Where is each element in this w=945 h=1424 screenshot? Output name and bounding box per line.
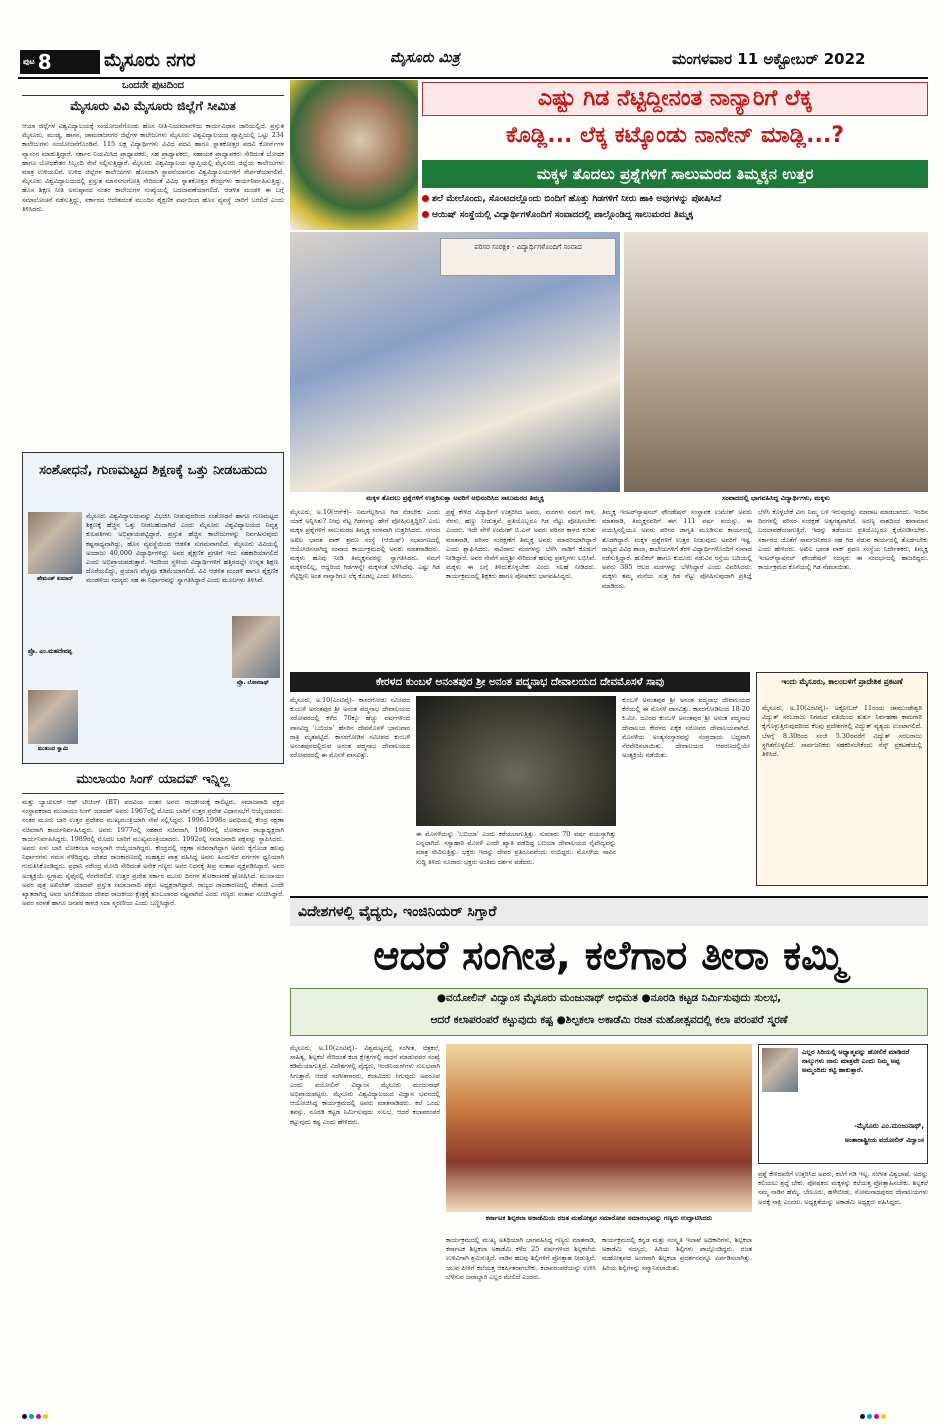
quote-author: -ಮೈಸೂರು ಎಂ.ಮಂಜುನಾಥ್, (854, 1122, 924, 1130)
registration-dots-left (22, 1404, 50, 1423)
lead-bullet-2 (422, 210, 928, 220)
quote-author-photo (762, 1048, 798, 1092)
registration-dots-right (860, 1404, 888, 1423)
event-banner: ಪರಿಸರ ಸಂರಕ್ಷಕಿ - ವಿದ್ಯಾರ್ಥಿಗಳೊಂದಿಗೆ ಸಂವಾದ (440, 238, 616, 276)
music-event-photo (446, 1044, 752, 1212)
thimmakka-portrait (290, 80, 418, 230)
lead-body-col4: ಬೆಳೆಸಿ ಕೊಳ್ಳಬೇಕೆ ವಿನಃ ನಿಮ್ಮ ಬಳಿ ಇರುವುದನ್ನು ಮಾರಾಟ ಮಾಡಬಾರದು. ಇಂದಿನ ದಿನಗಳಲ್ಲಿ ಪರಿಸರ ಸಂರಕ್ಷಣೆ ಅತ್ಯಗತ್ಯವಾಗಿದೆ. ಅರಣ್ಯ ನಾಶದಿಂದ ಹವಾಮಾನ ಬದಲಾವಣೆಯಾಗುತ್ತಿದೆ. ಇದನ್ನು ತಡೆಯಲು ಪ್ರತಿಯೊಬ್ಬರೂ ಕೈಜೋಡಿಸಬೇಕು. ಸರ್ಕಾರದ ಜೊತೆಗೆ ಸಾರ್ವಜನಿಕರೂ ಸಹ ಗಿಡ ನೆಡುವ ಕಾರ್ಯದಲ್ಲಿ ತೊಡಗಬೇಕು ಎಂದು ಹೇಳಿದರು. ಅಖಿಲ ಭಾರತ ವಾಕ್ ಶ್ರವಣ ಸಂಸ್ಥೆಯ ನಿರ್ದೇಶಕರು, ತಿಮ್ಮಕ್ಕ ಇಂಟರ್‌ನ್ಯಾಷನಲ್ ಫೌಂಡೇಷನ್ ಸದಸ್ಯರು ಈ ಸಂದರ್ಭದಲ್ಲಿ ಹಾಜರಿದ್ದರು. ಕಾರ್ಯಕ್ರಮದ ಕೊನೆಯಲ್ಲಿ ಗಿಡ ನೆಡಲಾಯಿತು. (758, 508, 928, 572)
issue-date: ಮಂಗಳವಾರ 11 ಅಕ್ಟೋಬರ್ 2022 (672, 50, 866, 68)
music-bullets-line1: ●ವಯೋಲಿನ್ ವಿದ್ವಾಂಸ ಮೈಸೂರು ಮಂಜುನಾಥ್ ಅಭಿಮತ ●ನೂರಡಿ ಕಟ್ಟಡ ನಿರ್ಮಿಸುವುದು ಸುಲಭ, (436, 992, 782, 1004)
person1-photo (28, 512, 82, 574)
music-headline: ಆದರೆ ಸಂಗೀತ, ಕಲೆಗಾರ ತೀರಾ ಕಮ್ಮಿ (373, 933, 845, 979)
research-headline: ಸಂಶೋಧನೆ, ಗುಣಮಟ್ಟದ ಶಿಕ್ಷಣಕ್ಕೆ ಒತ್ತು ನೀಡಬಹುದು (39, 463, 267, 478)
lead-body-col2: ಪ್ರಶ್ನೆ ಕೇಳಿದ ವಿದ್ಯಾರ್ಥಿಗೆ ಉತ್ತರಿಸಿದ ಅವರು, ಮರಗಳು ನಮಗೆ ಗಾಳಿ, ನೆರಳು, ಹಣ್ಣು ನೀಡುತ್ತವೆ. ಪ್ರತಿಯೊಬ್ಬರೂ ಗಿಡ ನೆಟ್ಟು ಪೋಷಿಸಬೇಕು ಎಂದರು. ಇದೇ ವೇಳೆ ಉಮೇಶ್ ಬಿ.ಎನ್ ಅವರು ಪರಿಸರ ಕಾಳಜಿ ಕುರಿತು ಮಾತನಾಡಿ, ಪರಿಸರ ಸಂರಕ್ಷಣೆಗೆ ತಿಮ್ಮಕ್ಕ ಅವರು ಮಾದರಿಯಾಗಿದ್ದಾರೆ ಎಂದು ಶ್ಲಾಘಿಸಿದರು. ಸಾವಿರಾರು ಮರಗಳನ್ನು ಬೆಳೆಸಿ ನಾಡಿಗೆ ಕೊಡುಗೆ ನೀಡಿದ್ದಾರೆ. ಅವರ ಸೇವೆಗೆ ಪದ್ಮಶ್ರೀ ಸೇರಿದಂತೆ ಹಲವು ಪ್ರಶಸ್ತಿಗಳು ಲಭಿಸಿವೆ. ಮಕ್ಕಳು ಈ ಬಗ್ಗೆ ತಿಳಿದುಕೊಳ್ಳಬೇಕು ಎಂದು ಸಲಹೆ ನೀಡಿದರು. ಕಾರ್ಯಕ್ರಮದಲ್ಲಿ ಶಿಕ್ಷಕರು ಹಾಗೂ ಪೋಷಕರು ಭಾಗವಹಿಸಿದ್ದರು. (446, 508, 596, 581)
person4-photo (28, 690, 78, 744)
kerala-body-left: ಮೈಸೂರು, ಅ.10(ಎಂಟಿವೈ)– ಕಾಸರಗೋಡು ಸಮೀಪದ ಕುಂಬಳೆ ಅನಂತಪುರ ಶ್ರೀ ಅನಂತ ಪದ್ಮನಾಭ ದೇವಾಲಯದ ಸರೋವರದಲ್ಲಿ ಕಳೆದ 70ಕ್ಕೂ ಹೆಚ್ಚು ವರ್ಷಗಳಿಂದ ವಾಸವಿದ್ದ 'ಬಬಿಯಾ' ಹೆಸರಿನ ದೇವಮೊಸಳೆ ಭಾನುವಾರ ರಾತ್ರಿ ಮೃತಪಟ್ಟಿದೆ. ಕಾಸರಗೋಡಿನ ಸಮೀಪದ ಕುಂಬಳೆ ಅನಂತಪುರದಲ್ಲಿರುವ ಅನಂತ ಪದ್ಮನಾಭ ದೇವಾಲಯದ ಸರೋವರದಲ್ಲಿ ಈ ಮೊಸಳೆ ವಾಸವಿತ್ತು. (290, 696, 410, 760)
person2-caption: ಪ್ರೊ. ಲೋಕನಾಥ್ (236, 680, 270, 686)
lead-bullet-2-text: ಆಯಿಷ್ ಸಂಸ್ಥೆಯಲ್ಲಿ ವಿದ್ಯಾರ್ಥಿಗಳೊಂದಿಗೆ ಸಂವಾದದಲ್ಲಿ ಪಾಲ್ಗೊಂಡಿದ್ದ ಸಾಲುಮರದ ತಿಮ್ಮಕ್ಕ (432, 210, 694, 220)
page-number-badge (20, 50, 100, 74)
music-body-mid: ಕಾರ್ಯಕ್ರಮದಲ್ಲಿ ಮುಖ್ಯ ಅತಿಥಿಯಾಗಿ ಭಾಗವಹಿಸಿದ್ದ ಗಣ್ಯರು ಮಾತನಾಡಿ, ಕರ್ನಾಟಕ ಶಿಲ್ಪಕಲಾ ಅಕಾಡೆಮಿ ಕಳೆದ 25 ವರ್ಷಗಳಿಂದ ಶಿಲ್ಪಕಲೆಯ ಉಳಿವಿಗಾಗಿ ಶ್ರಮಿಸುತ್ತಿದೆ. ನಾಡಿನ ಹಲವು ಶಿಲ್ಪಿಗಳಿಗೆ ಪ್ರೋತ್ಸಾಹ ನೀಡುತ್ತಿದೆ. ಯುವ ಪೀಳಿಗೆ ಕಲೆಯತ್ತ ಆಕರ್ಷಿತರಾಗಬೇಕು. ಕಲಾಪರಂಪರೆಯನ್ನು ಉಳಿಸಿ ಬೆಳೆಸುವ ಜವಾಬ್ದಾರಿ ಎಲ್ಲರ ಮೇಲಿದೆ ಎಂದರು. (446, 1236, 596, 1281)
crocodile-photo (416, 696, 616, 826)
page-label: ಪುಟ (23, 57, 35, 66)
music-body-far-right: ಪ್ರಶ್ನೆ ಕೇಳಿದವರಿಗೆ ಉತ್ತರಿಸಿದ ಅವರು, ಕಲೆಗೆ ಗಡಿ ಇಲ್ಲ. ಸಂಗೀತ ವಿಶ್ವಭಾಷೆ. ಅದನ್ನು ಕಲಿಯಲು ಶ್ರದ್ಧೆ ಬೇಕು. ಪೋಷಕರು ಮಕ್ಕಳನ್ನು ಕಲೆಯತ್ತ ಪ್ರೋತ್ಸಾಹಿಸಬೇಕು. ಶಿಲ್ಪಕಲೆ ನಮ್ಮ ನಾಡಿನ ಹೆಮ್ಮೆ. ಬೇಲೂರು, ಹಳೇಬೀಡು, ಸೋಮನಾಥಪುರದ ದೇವಾಲಯಗಳು ಅದಕ್ಕೆ ಸಾಕ್ಷಿ ಎಂದರು. ಅಧ್ಯಕ್ಷತೆಯನ್ನು ಅಕಾಡೆಮಿ ಅಧ್ಯಕ್ಷರು ವಹಿಸಿದ್ದರು. (758, 1170, 928, 1206)
lead-headline-2: ಕೊಡ್ಲಿ... ಲೆಕ್ಕ ಕಟ್ಕೊಂಡು ನಾನೇನ್ ಮಾಡ್ಲಿ...? (505, 123, 844, 148)
lead-photo-audience (624, 232, 928, 492)
lead-body-col3: ತಿಮ್ಮಕ್ಕ ಇಂಟರ್‌ನ್ಯಾಷನಲ್ ಫೌಂಡೇಷನ್ ಸಂಸ್ಥಾಪಕ ಉಮೇಶ್ ಅವರು ಮಾತನಾಡಿ, ತಿಮ್ಮಕ್ಕನವರಿಗೆ ಈಗ 111 ವರ್ಷ ವಯಸ್ಸು. ಈ ವಯಸ್ಸಿನಲ್ಲಿಯೂ ಅವರು ಪರಿಸರ ಜಾಗೃತಿ ಮೂಡಿಸುವ ಕಾರ್ಯದಲ್ಲಿ ತೊಡಗಿದ್ದಾರೆ. ಮಕ್ಕಳ ಪ್ರಶ್ನೆಗಳಿಗೆ ಉತ್ತರ ನೀಡುವುದು ಅವರಿಗೆ ಇಷ್ಟ. ರಾಜ್ಯದ ವಿವಿಧ ಶಾಲಾ, ಕಾಲೇಜುಗಳಿಗೆ ತೆರಳಿ ವಿದ್ಯಾರ್ಥಿಗಳೊಂದಿಗೆ ಸಂವಾದ ನಡೆಸುತ್ತಿದ್ದಾರೆ. ಹುಲಿಕಲ್ ಹಾಗೂ ಕುದೂರು ನಡುವಿನ ರಸ್ತೆಯ ಬದಿಯಲ್ಲಿ ಅವರು 385 ಆಲದ ಮರಗಳನ್ನು ಬೆಳೆಸಿದ್ದಾರೆ ಎಂದು ವಿವರಿಸಿದರು. ಮಕ್ಕಳು ತಮ್ಮ ಮನೆಯ ಸುತ್ತ ಗಿಡ ನೆಟ್ಟು ಪೋಷಿಸುವುದಾಗಿ ಪ್ರತಿಜ್ಞೆ ಮಾಡಿದರು. (602, 508, 752, 590)
quote-role: ಅಂತಾರಾಷ್ಟ್ರೀಯ ವಯೋಲಿನ್ ವಿದ್ವಾಂಸ (844, 1136, 924, 1144)
obit-body: ಮತ್ತು ಬ್ಯಾಚುಲರ್ ಆಫ್ ಟೀಚಿಂಗ್ (BT) ಪದವಿಯ ನಂತರ ಅವರು ರಾಜಕೀಯಕ್ಕೆ ಕಾಲಿಟ್ಟರು. ಸಮಾಜವಾದಿ ಪಕ್ಷದ ಸಂಸ್ಥಾಪಕರಾದ ಮುಲಾಯಂ ಸಿಂಗ್ ಯಾದವ್ ಅವರು 1967ರಲ್ಲಿ ಮೊದಲ ಬಾರಿಗೆ ಉತ್ತರ ಪ್ರದೇಶ ವಿಧಾನಸಭೆಗೆ ಆಯ್ಕೆಯಾದರು. ನಂತರ ಮೂರು ಬಾರಿ ಉತ್ತರ ಪ್ರದೇಶದ ಮುಖ್ಯಮಂತ್ರಿಯಾಗಿ ಸೇವೆ ಸಲ್ಲಿಸಿದ್ದರು. 1996-1998ರ ಅವಧಿಯಲ್ಲಿ ಕೇಂದ್ರ ರಕ್ಷಣಾ ಸಚಿವರಾಗಿ ಕಾರ್ಯನಿರ್ವಹಿಸಿದ್ದರು. ಅವರು 1977ರಲ್ಲಿ ಸಹಕಾರ ಸಚಿವರಾಗಿ, 1980ರಲ್ಲಿ ಲೋಕದಳದ ರಾಜ್ಯಾಧ್ಯಕ್ಷರಾಗಿ ಕಾರ್ಯನಿರ್ವಹಿಸಿದ್ದರು. 1989ರಲ್ಲಿ ಮೊದಲ ಬಾರಿಗೆ ಮುಖ್ಯಮಂತ್ರಿಯಾದರು. 1992ರಲ್ಲಿ ಸಮಾಜವಾದಿ ಪಕ್ಷವನ್ನು ಸ್ಥಾಪಿಸಿದರು. ಅವರು ಏಳು ಬಾರಿ ಲೋಕಸಭಾ ಸದಸ್ಯರಾಗಿ ಆಯ್ಕೆಯಾಗಿದ್ದರು. ಕೇಂದ್ರದಲ್ಲಿ ರಕ್ಷಣಾ ಸಚಿವರಾಗಿದ್ದಾಗ ಅವರು ಕೈಗೊಂಡ ಹಲವು ನಿರ್ಧಾರಗಳು ಗಮನ ಸೆಳೆದಿದ್ದವು. ದೇಶದ ರಾಜಕಾರಣದಲ್ಲಿ ಮಹತ್ವದ ಪಾತ್ರ ವಹಿಸಿದ್ದ ಅವರು ಹಿಂದುಳಿದ ವರ್ಗಗಳ ಧ್ವನಿಯಾಗಿ ಗುರುತಿಸಿಕೊಂಡಿದ್ದರು. ಪ್ರಧಾನಿ ನರೇಂದ್ರ ಮೋದಿ ಸೇರಿದಂತೆ ಅನೇಕ ಗಣ್ಯರು ಅವರ ನಿಧನಕ್ಕೆ ತೀವ್ರ ಸಂತಾಪ ವ್ಯಕ್ತಪಡಿಸಿದ್ದಾರೆ. ಅವರ ಅಂತ್ಯಕ್ರಿಯೆ ಸ್ವಗ್ರಾಮ ಸೈಫೈನಲ್ಲಿ ನೆರವೇರಲಿದೆ. ಉತ್ತರ ಪ್ರದೇಶ ಸರ್ಕಾರ ಮೂರು ದಿನಗಳ ಶೋಕಾಚರಣೆ ಘೋಷಿಸಿದೆ. ಮುಲಾಯಂ ಅವರ ಪುತ್ರ ಅಖಿಲೇಶ್ ಯಾದವ್ ಪ್ರಸ್ತುತ ಸಮಾಜವಾದಿ ಪಕ್ಷದ ಅಧ್ಯಕ್ಷರಾಗಿದ್ದಾರೆ. ರಾಜ್ಯದ ರಾಜಕಾರಣದಲ್ಲಿ ನೇತಾಜಿ ಎಂದೇ ಖ್ಯಾತರಾಗಿದ್ದ ಅವರ ಅಗಲಿಕೆಯಿಂದ ದೇಶದ ರಾಜಕೀಯ ಕ್ಷೇತ್ರಕ್ಕೆ ತುಂಬಲಾರದ ನಷ್ಟವಾಗಿದೆ ಎಂದು ಗಣ್ಯರು ಸಂತಾಪ ಸೂಚಿಸಿದ್ದಾರೆ. ಅವರ ಸರಳತೆ ಹಾಗೂ ಜನಪರ ಕಾಳಜಿ ಸದಾ ಸ್ಮರಣೀಯ ಎಂದು ಬಣ್ಣಿಸಿದ್ದಾರೆ. (22, 798, 284, 908)
person3-caption: ಪ್ರೊ. ಎಂ.ಮಹದೇವಪ್ಪ (28, 648, 72, 655)
music-kicker: ವಿದೇಶಗಳಲ್ಲಿ ವೈದ್ಯರು, ಇಂಜಿನಿಯರ್ ಸಿಗ್ತಾರೆ (290, 896, 928, 926)
lead-headline-1: ಎಷ್ಟು ಗಿಡ ನೆಟ್ಟಿದ್ದೀನಂತ ನಾನ್ಯಾರಿಗೆ ಲೆಕ್ಕ (422, 82, 928, 116)
lead-subhead: ಮಕ್ಕಳ ತೊದಲು ಪ್ರಶ್ನೆಗಳಿಗೆ ಸಾಲುಮರದ ತಿಮ್ಮಕ್ಕನ ಉತ್ತರ (422, 160, 928, 188)
left-top-headline: ಮೈಸೂರು ವಿವಿ ಮೈಸೂರು ಜಿಲ್ಲೆಗೆ ಸೀಮಿತ (70, 98, 236, 113)
obit-headline: ಮುಲಾಯಂ ಸಿಂಗ್ ಯಾದವ್ ಇನ್ನಿಲ್ಲ (22, 772, 284, 794)
bullet-icon (422, 211, 429, 218)
music-photo-caption: ಕರ್ನಾಟಕ ಶಿಲ್ಪಕಲಾ ಅಕಾಡೆಮಿಯ ರಜತ ಮಹೋತ್ಸವ ಸಮಾರೋಪ ಸಮಾರಂಭವನ್ನು ಗಣ್ಯರು ಉದ್ಘಾಟಿಸಿದರು (485, 1214, 713, 1222)
page-number: 8 (37, 50, 52, 74)
research-body: ಮೈಸೂರು ವಿಶ್ವವಿದ್ಯಾಲಯವನ್ನು ವಿಭಜಿಸಿ ನೀಡುವುದರಿಂದ ಸಂಶೋಧನೆ ಹಾಗೂ ಗುಣಮಟ್ಟದ ಶಿಕ್ಷಣಕ್ಕೆ ಹೆಚ್ಚಿನ ಒತ್ತು ನೀಡಬಹುದಾಗಿದೆ ಎಂದು ಮೈಸೂರು ವಿಶ್ವವಿದ್ಯಾಲಯದ ನಿವೃತ್ತ ಕುಲಪತಿಗಳು ಅಭಿಪ್ರಾಯಪಟ್ಟಿದ್ದಾರೆ. ಪ್ರಸ್ತುತ ಹೆಚ್ಚಿನ ಕಾಲೇಜುಗಳನ್ನು ನಿರ್ವಹಿಸುವುದು ಕಷ್ಟಸಾಧ್ಯವಾಗಿದ್ದು, ಹೊಸ ವ್ಯವಸ್ಥೆಯಿಂದ ಆಡಳಿತ ಸುಗಮವಾಗಲಿದೆ. ಮೈಸೂರು ವಿವಿಯಲ್ಲಿ ಅಂದಾಜು 40,000 ವಿದ್ಯಾರ್ಥಿಗಳಿದ್ದು ಅವರ ಶೈಕ್ಷಣಿಕ ಪ್ರಗತಿಗೆ ಇದು ಸಹಕಾರಿಯಾಗಲಿದೆ ಎಂದು ಅಭಿಪ್ರಾಯಪಡುತ್ತಾರೆ. ಇದರಿಂದ ಸ್ಥಳೀಯ ವಿದ್ಯಾರ್ಥಿಗಳಿಗೆ ಹತ್ತಿರದಲ್ಲೇ ಉನ್ನತ ಶಿಕ್ಷಣ ದೊರೆಯಲಿದ್ದು, ಪ್ರಯಾಣ ವೆಚ್ಚವೂ ಕಡಿಮೆಯಾಗಲಿದೆ. ವಿವಿ ಆಡಳಿತ ಮಂಡಳಿ ಹಾಗೂ ಶೈಕ್ಷಣಿಕ ಮಂಡಳಿಯ ಸದಸ್ಯರು ಸಹ ಈ ನಿರ್ಧಾರವನ್ನು ಸ್ವಾಗತಿಸಿದ್ದಾರೆ ಎಂದು ಮೂಲಗಳು ತಿಳಿಸಿವೆ. (86, 512, 278, 585)
person1-caption: ಹೇಮಂತ್ ಕುಮಾರ್ (37, 576, 73, 582)
masthead: ಮೈಸೂರು ಮಿತ್ರ (390, 50, 460, 66)
lead-bullet-1-text: ಶಲೆ ಮೇಲೊಂದು, ಸೊಂಟದಲ್ಲೊಂದು ಬಿಂದಿಗೆ ಹೊತ್ತು ಗಿಡಗಳಿಗೆ ನೀರು ಹಾಕಿ ಅವುಗಳನ್ನು ಪೋಷಿಸಿದೆ (432, 194, 722, 204)
lead-photo2-caption: ಸಂವಾದದಲ್ಲಿ ಭಾಗವಹಿಸಿದ್ದ ವಿದ್ಯಾರ್ಥಿಗಳು, ಮಕ್ಕಳು (722, 494, 830, 502)
person4-caption: ಮುಕುಂದ ಸ್ವಾಮಿ (37, 746, 69, 752)
quote-text: ಎಲ್ಲರ ಸಿರಿಯಲ್ಲಿ ಅಧ್ಯಾತ್ಮವನ್ನು ಹೋಲಿಕೆ ಮಾಡಿದರೆ ನಾಲ್ಕುಗಳು ನಾನು ಮಾತ್ರವೇ ಎಂದು ನಿಮ್ಮ ಅಪ್ಪ ಅಮ್ಮಂದಿರು ಕಟ್ಟಿ ಹಾಕುತ್ತಾರೆ. (802, 1048, 910, 1074)
notice-body: ಮೈಸೂರು, ಅ.10(ಎಂಟಿವೈ)– ಅಕ್ಟೋಬರ್ 11ರಂದು ಚಾಮುಂಡೇಶ್ವರಿ ವಿದ್ಯುತ್ ಸರಬರಾಜು ನಿಗಮದ ವತಿಯಿಂದ ತುರ್ತು ನಿರ್ವಹಣಾ ಕಾಮಗಾರಿ ಕೈಗೊಳ್ಳುತ್ತಿರುವುದರಿಂದ ಕೆಲವು ಪ್ರದೇಶಗಳಲ್ಲಿ ವಿದ್ಯುತ್ ವ್ಯತ್ಯಯ ಉಂಟಾಗಲಿದೆ. ಬೆಳಗ್ಗೆ 8.30ರಿಂದ ಸಂಜೆ 5.30ರವರೆಗೆ ವಿದ್ಯುತ್ ಸರಬರಾಜು ಸ್ಥಗಿತಗೊಳ್ಳಲಿದೆ. ಸಾರ್ವಜನಿಕರು ಸಹಕರಿಸಬೇಕೆಂದು ಸೆಸ್ಕ್ ಪ್ರಕಟಣೆಯಲ್ಲಿ ತಿಳಿಸಿದೆ. (762, 704, 922, 759)
lead-photo1-caption: ಮಕ್ಕಳ ತೊದಲು ಪ್ರಶ್ನೆಗಳಿಗೆ ಉತ್ತರಿಸುತ್ತಾ ಅವರಿಗೆ ಅಭಿನಂದಿಸಿದ ಸಾಲುಮರದ ತಿಮ್ಮಕ್ಕ (366, 494, 544, 502)
music-body-left: ಮೈಸೂರು, ಅ.10(ಎಂಟಿವೈ)– ವಿಶ್ವಮಟ್ಟದಲ್ಲಿ ಸಂಗೀತ, ಚಿತ್ರಕಲೆ, ಸಾಹಿತ್ಯ, ಶಿಲ್ಪಕಲೆ ಸೇರಿದಂತೆ ಕಲಾ ಕ್ಷೇತ್ರಗಳಲ್ಲಿ ಸಾಧನೆ ಮಾಡುವವರ ಸಂಖ್ಯೆ ಕಡಿಮೆಯಾಗುತ್ತಿದೆ. ವಿದೇಶಗಳಲ್ಲಿ ವೈದ್ಯರು, ಇಂಜಿನಿಯರ್‌ಗಳು ಸುಲಭವಾಗಿ ಸಿಗುತ್ತಾರೆ. ಆದರೆ ಸಂಗೀತಗಾರರು, ಕಲಾವಿದರು ಸಿಗುವುದು ಅಪರೂಪ ಎಂದು ವಯೋಲಿನ್ ವಿದ್ವಾಂಸ ಮೈಸೂರು ಮಂಜುನಾಥ್ ಅಭಿಪ್ರಾಯಪಟ್ಟರು. ಮೈಸೂರು ವಿಶ್ವವಿದ್ಯಾಲಯದ ವಿಜ್ಞಾನ ಭವನದಲ್ಲಿ ಆಯೋಜಿಸಿದ್ದ ಕಾರ್ಯಕ್ರಮದಲ್ಲಿ ಅವರು ಮಾತನಾಡಿದರು. ಕಲೆ ಒಂದು ತಪಸ್ಸು. ನೂರಡಿ ಕಟ್ಟಡ ನಿರ್ಮಿಸುವುದು ಸುಲಭ, ಆದರೆ ಕಲಾಪರಂಪರೆ ಕಟ್ಟುವುದು ಕಷ್ಟ ಎಂದು ಹೇಳಿದರು. (290, 1044, 440, 1126)
music-body-right: ಕಾರ್ಯಕ್ರಮದಲ್ಲಿ ಕನ್ನಡ ಮತ್ತು ಸಂಸ್ಕೃತಿ ಇಲಾಖೆ ಅಧಿಕಾರಿಗಳು, ಶಿಲ್ಪಕಲಾ ಅಕಾಡೆಮಿ ಸದಸ್ಯರು, ಹಿರಿಯ ಶಿಲ್ಪಿಗಳು ಪಾಲ್ಗೊಂಡಿದ್ದರು. ರಜತ ಮಹೋತ್ಸವದ ಅಂಗವಾಗಿ ಶಿಲ್ಪಕಲಾ ಪ್ರದರ್ಶನವನ್ನೂ ಏರ್ಪಡಿಸಲಾಗಿತ್ತು. ಹಿರಿಯ ಶಿಲ್ಪಿಗಳನ್ನು ಸನ್ಮಾನಿಸಲಾಯಿತು. (602, 1236, 752, 1272)
music-bullets-line2: ಆದರೆ ಕಲಾಪರಂಪರೆ ಕಟ್ಟುವುದು ಕಷ್ಟ ●ಶಿಲ್ಪಕಲಾ ಅಕಾಡೆಮಿ ರಜತ ಮಹೋತ್ಸವದಲ್ಲಿ ಕಲಾ ಪರಂಪರೆ ಸ್ಮರಣೆ (430, 1014, 788, 1026)
header-rule (18, 77, 928, 79)
kerala-body-right: ಕುಂಬಳೆ ಅನಂತಪುರ ಶ್ರೀ ಅನಂತ ಪದ್ಮನಾಭ ದೇವಾಲಯದ ಕೆರೆಯಲ್ಲಿ ಈ ಮೊಸಳೆ ವಾಸವಿತ್ತು. ಕಾಸರಗೋಡಿನಿಂದ 18-20 ಕಿ.ಮೀ. ದೂರದ ಕುಂಬಳೆ ಅನಂತಪುರ ಶ್ರೀ ಅನಂತ ಪದ್ಮನಾಭ ದೇವಾಲಯ ಕೇರಳದ ಏಕೈಕ ಸರೋವರ ದೇವಾಲಯವಾಗಿದೆ. ಮೊಸಳೆಯ ಅಂತ್ಯಸಂಸ್ಕಾರವನ್ನು ಸಂಪ್ರದಾಯ ಬದ್ಧವಾಗಿ ನೆರವೇರಿಸಲಾಯಿತು. ದೇವಾಲಯದ ಆವರಣದಲ್ಲಿಯೇ ಅಂತ್ಯಕ್ರಿಯೆ ನಡೆಯಿತು. (622, 696, 750, 760)
continued-kicker: ಒಂದನೇ ಪುಟದಿಂದ (22, 80, 284, 96)
section-title: ಮೈಸೂರು ನಗರ (104, 50, 196, 71)
kerala-headline: ಕೇರಳದ ಕುಂಬಳೆ ಅನಂತಪುರ ಶ್ರೀ ಅನಂತ ಪದ್ಮನಾಭ ದೇವಾಲಯದ ದೇವಮೊಸಳೆ ಸಾವು (290, 672, 750, 692)
lead-bullet-1 (422, 194, 928, 204)
bullet-icon (422, 195, 429, 202)
kerala-body-mid: ಈ ಮೊಸಳೆಯನ್ನು 'ಬಬಿಯಾ' ಎಂದು ಕರೆಯಲಾಗುತ್ತಿತ್ತು. ಸುಮಾರು 70 ವರ್ಷ ವಯಸ್ಸಾಗಿತ್ತು ಎನ್ನಲಾಗಿದೆ. ಸಸ್ಯಾಹಾರಿ ಮೊಸಳೆ ಎಂದೇ ಖ್ಯಾತಿ ಪಡೆದಿದ್ದ ಬಬಿಯಾ ದೇವಾಲಯದ ನೈವೇದ್ಯವನ್ನು ಮಾತ್ರ ಸೇವಿಸುತ್ತಿತ್ತು. ಭಕ್ತರು ಇದನ್ನು ದೇವರ ಪ್ರತಿರೂಪವೆಂದು ನಂಬಿದ್ದರು. ಮೊಸಳೆಯ ಸಾವಿನ ಸುದ್ದಿ ತಿಳಿದು ನೂರಾರು ಭಕ್ತರು ಅಂತಿಮ ದರ್ಶನ ಪಡೆದರು. (416, 830, 616, 866)
left-top-body: ಆಯಾ ಜಿಲ್ಲೆಗಳ ವಿಶ್ವವಿದ್ಯಾಲಯಕ್ಕೆ ಸಂಯೋಜನೆಗೊಂಡು ಹೊಸ ನೀತಿ-ನಿಯಮಾವಳಿಯ ಕಾರ್ಯವಿಧಾನ ಜಾರಿಯಲ್ಲಿದೆ. ಪ್ರಸ್ತುತ ಮೈಸೂರು, ಮಂಡ್ಯ, ಹಾಸನ, ಚಾಮರಾಜನಗರ ಜಿಲ್ಲೆಗಳ ಕಾಲೇಜುಗಳು ಮೈಸೂರು ವಿಶ್ವವಿದ್ಯಾಲಯದ ವ್ಯಾಪ್ತಿಯಲ್ಲಿ ಒಟ್ಟು 234 ಕಾಲೇಜುಗಳು ಸಂಯೋಜನೆಗೊಂಡಿವೆ. 115 ಲಕ್ಷ ವಿದ್ಯಾರ್ಥಿಗಳು ವಿವಿಧ ಪದವಿ ಹಾಗೂ ಸ್ನಾತಕೋತ್ತರ ಪದವಿ ಕೋರ್ಸ್‌ಗಳ ವ್ಯಾಸಂಗ ಮಾಡುತ್ತಿದ್ದಾರೆ. ಸರ್ಕಾರ ನಿಯಮಿಸಿದ ಪ್ರಾಧ್ಯಾಪಕರು, ಸಹ ಪ್ರಾಧ್ಯಾಪಕರು, ಸಹಾಯಕ ಪ್ರಾಧ್ಯಾಪಕರು ಸೇರಿದಂತೆ ಬೋಧಕ ಹಾಗೂ ಬೋಧಕೇತರ ಸಿಬ್ಬಂದಿ ಸೇವೆ ಸಲ್ಲಿಸುತ್ತಿದ್ದಾರೆ. ಮೈಸೂರು ವಿಶ್ವವಿದ್ಯಾಲಯ ವ್ಯಾಪ್ತಿಯಲ್ಲಿ ಮೈಸೂರು ಜಿಲ್ಲೆಯ ಕಾಲೇಜುಗಳು ಮಾತ್ರ ಉಳಿಯಲಿವೆ. ಉಳಿದ ಜಿಲ್ಲೆಗಳ ಕಾಲೇಜುಗಳು ಹೊಸದಾಗಿ ಸ್ಥಾಪನೆಯಾಗುವ ವಿಶ್ವವಿದ್ಯಾಲಯಗಳಿಗೆ ಸೇರ್ಪಡೆಯಾಗಲಿವೆ. ಮೈಸೂರು ವಿಶ್ವವಿದ್ಯಾಲಯದಲ್ಲಿ ಪ್ರಸ್ತುತ ಮಾನಸಗಂಗೋತ್ರಿ ಸೇರಿದಂತೆ ವಿವಿಧ ಸ್ನಾತಕೋತ್ತರ ಕೇಂದ್ರಗಳು ಕಾರ್ಯನಿರ್ವಹಿಸುತ್ತಿದ್ದು, ಹೊಸ ಶಿಕ್ಷಣ ನೀತಿ ಅನುಷ್ಠಾನದ ನಂತರ ಕಾಲೇಜುಗಳ ಸಂಖ್ಯೆಯಲ್ಲಿ ಬದಲಾವಣೆಯಾಗಲಿದೆ. ಆಡಳಿತ ಮಂಡಳಿ ಈ ಬಗ್ಗೆ ಸಮಾಲೋಚನೆ ನಡೆಸುತ್ತಿದ್ದು, ಸರ್ಕಾರದ ಆದೇಶದಂತೆ ಮುಂದಿನ ಶೈಕ್ಷಣಿಕ ವರ್ಷದಿಂದ ಹೊಸ ವ್ಯವಸ್ಥೆ ಜಾರಿಗೆ ಬರಲಿದೆ ಎಂದು ತಿಳಿಸಿದರು. (22, 122, 284, 213)
notice-headline: ಇಂದು ಮೈಸೂರು, ಕಾಲಂಬಳಿಗೆ ಪ್ರಾದೇಶಿಕ ಪ್ರಕಟಣೆ (781, 677, 903, 686)
lead-body-col1: ಮೈಸೂರು, ಅ.10(ಆರ್‌ಕೆ)– ನಿಮಗೆಲ್ಲರಿಗೂ ಗಿಡ ನೆಡಬೇಕು ಎಂದು ಯಾಕೆ ಅನ್ನಿಸಿತು? ನೀವು ನೆಟ್ಟ ಗಿಡಗಳನ್ನು ಹೇಗೆ ಪೋಷಿಸುತ್ತಿದ್ದಿರಿ? ಎಂಬ ಮಕ್ಕಳ ಪ್ರಶ್ನೆಗಳಿಗೆ ಸಾಲುಮರದ ತಿಮ್ಮಕ್ಕ ಸರಳವಾಗಿ ಉತ್ತರಿಸಿದರು. ನಗರದ ಅಖಿಲ ಭಾರತ ವಾಕ್ ಶ್ರವಣ ಸಂಸ್ಥೆ (ಆಯಿಷ್) ಸಭಾಂಗಣದಲ್ಲಿ ಆಯೋಜಿಸಲಾಗಿದ್ದ ಸಂವಾದ ಕಾರ್ಯಕ್ರಮದಲ್ಲಿ ಅವರು ಮಾತನಾಡಿದರು. ಮಕ್ಕಳು ಹೂವು ನೀಡಿ ತಿಮ್ಮಕ್ಕನವರನ್ನು ಸ್ವಾಗತಿಸಿದರು. ನಮಗೆ ಮಕ್ಕಳಿರಲಿಲ್ಲ, ಆದ್ದರಿಂದ ಗಿಡಗಳನ್ನೇ ಮಕ್ಕಳಂತೆ ಬೆಳೆಸಿದೆವು. ಎಷ್ಟು ಗಿಡ ನೆಟ್ಟಿದ್ದೀನಿ ಅಂತ ನಾನ್ಯಾರಿಗೂ ಲೆಕ್ಕ ಕೊಡಲ್ಲ ಎಂದು ತಿಳಿಸಿದರು. (290, 508, 440, 581)
